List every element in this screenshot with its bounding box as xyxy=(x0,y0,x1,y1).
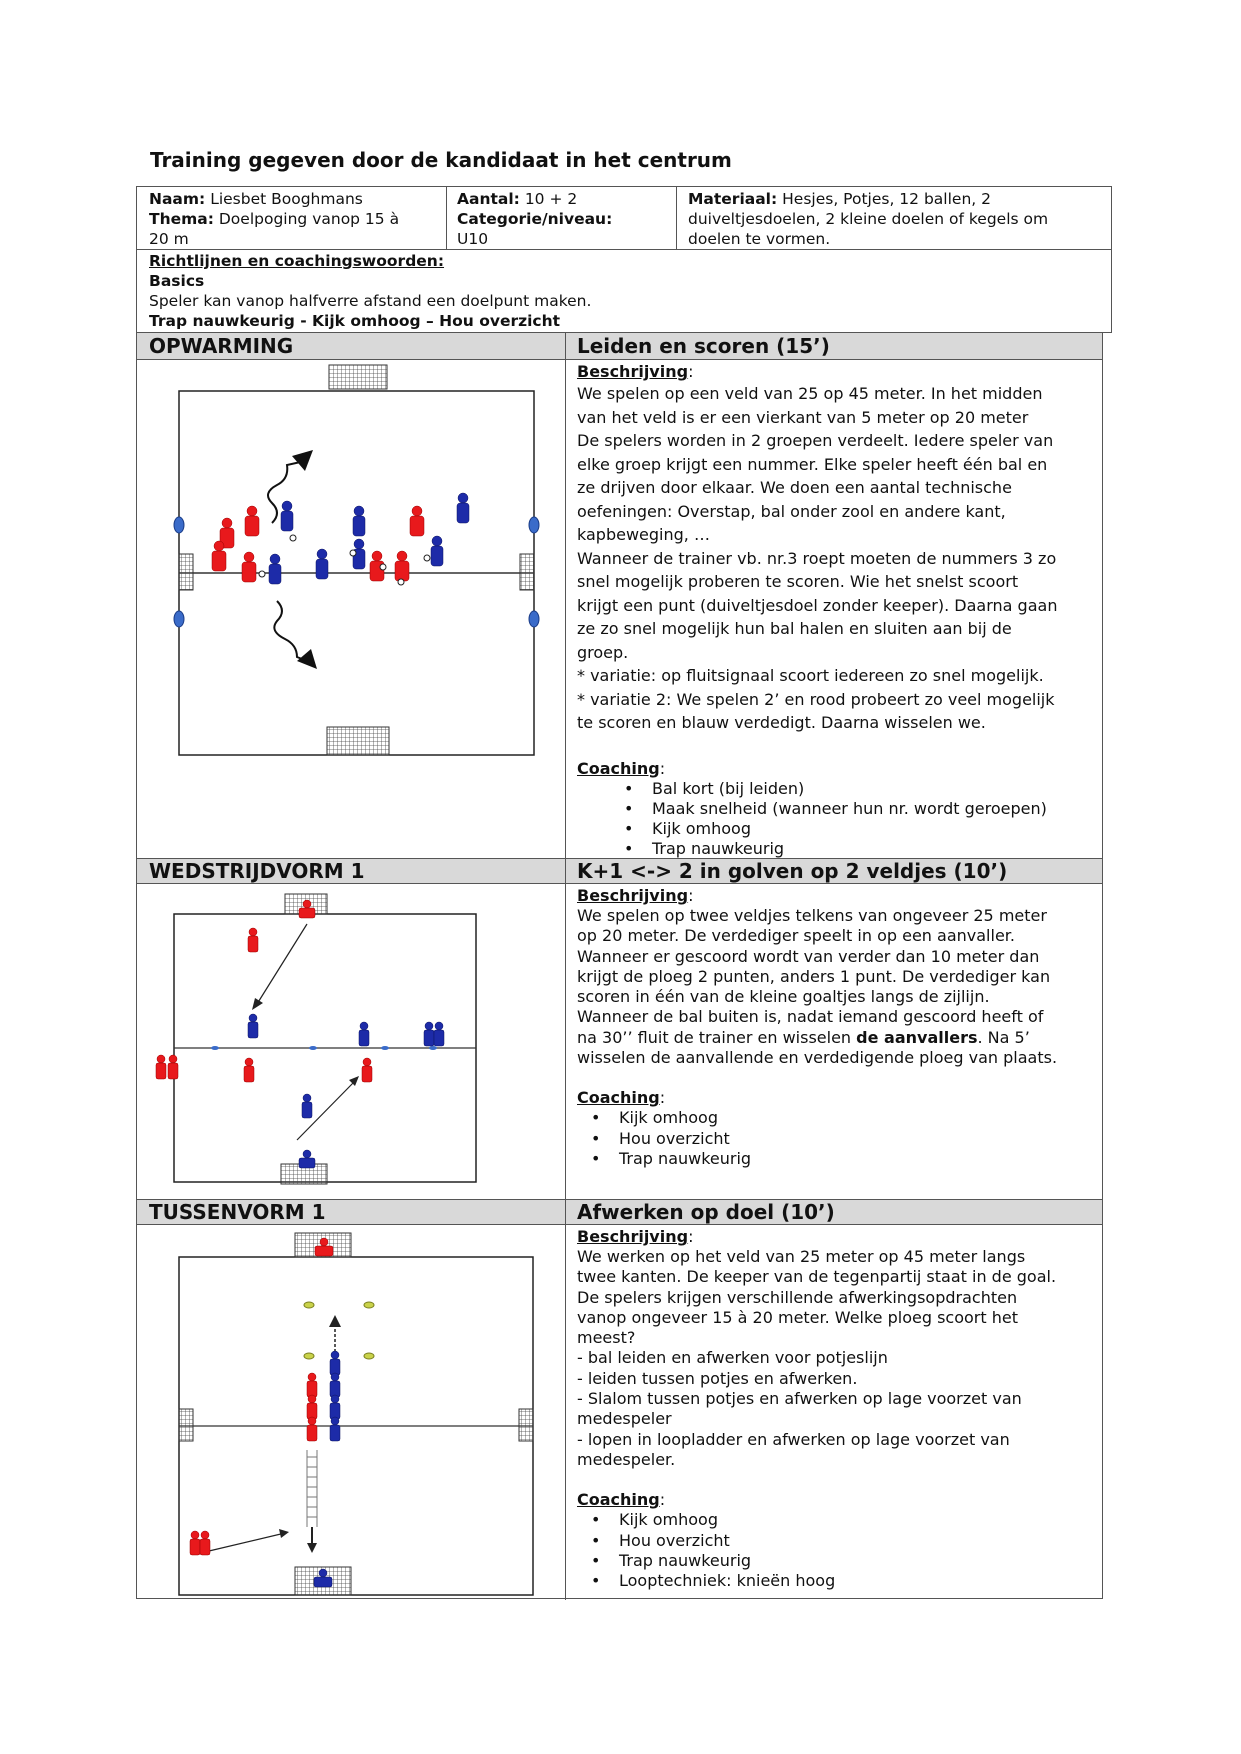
list-item: • Bal kort (bij leiden) xyxy=(652,779,1097,799)
info-table xyxy=(136,186,1112,333)
list-item: • Trap nauwkeurig xyxy=(619,1149,1097,1169)
section-3-right-title: Afwerken op doel (10’) xyxy=(577,1200,835,1224)
finishing-field-diagram xyxy=(137,1227,563,1599)
warmup-field-diagram xyxy=(137,361,563,856)
list-item: • Looptechniek: knieën hoog xyxy=(619,1571,1097,1591)
naam-field: Naam: Liesbet Booghmans Thema: Doelpoging vanop 15 à 20 m xyxy=(149,190,400,248)
list-item: • Hou overzicht xyxy=(619,1531,1097,1551)
section-1-coaching-list xyxy=(652,779,1097,860)
section-2-left-title: WEDSTRIJDVORM 1 xyxy=(149,859,365,883)
list-item: • Kijk omhoog xyxy=(652,819,1097,839)
page-title: Training gegeven door de kandidaat in het centrum xyxy=(150,148,732,172)
section-3-coaching-list xyxy=(619,1510,1097,1591)
section-1-description: Beschrijving: We spelen op een veld van 25 op 45 meter. In het midden van het veld is er een vierkant van 5 meter op 20 meter De spelers worden in 2 groepen verdeelt. Iedere speler van elke groep krijgt een nummer. Elke speler heeft één bal en ze drijven door elkaar. We doen een aantal technische oefeningen: Overstap, bal onder zool en andere kant, kapbeweging, … Wanneer de trainer vb. nr.3 roept moeten de nummers 3 zo snel mogelijk proberen te scoren. Wie het snelst scoort krijgt een punt (duiveltjesdoel zonder keeper). Daarna gaan ze zo snel mogelijk hun bal halen en sluiten aan bij de groep. * variatie: op fluitsignaal scoort iedereen zo snel mogelijk. * variatie 2: We spelen 2’ en rood probeert zo veel mogelijk te scoren en blauw verdedigt. Daarna wisselen we. Coaching: • Bal kort (bij leiden) • Maak snelheid (wanneer hun nr. wordt geroepen) • Kijk omhoog • Trap nauwkeurig xyxy=(577,362,1097,860)
aantal-field: Aantal: 10 + 2 Categorie/niveau: U10 xyxy=(457,190,613,248)
section-2-description: Beschrijving: We spelen op twee veldjes telkens van ongeveer 25 meter op 20 meter. De verdediger speelt in op een aanvaller. Wanneer er gescoord wordt van verder dan 10 meter dan krijgt de ploeg 2 punten, anders 1 punt. De verdediger kan scoren in één van de kleine goaltjes langs de zijlijn. Wanneer de bal buiten is, nadat iemand gescoord heeft of na 30’’ fluit de trainer en wisselen de aanvallers. Na 5’ wisselen de aanvallende en verdedigende ploeg van plaats. Coaching: • Kijk omhoog • Hou overzicht • Trap nauwkeurig xyxy=(577,886,1097,1169)
section-3-description: Beschrijving: We werken op het veld van 25 meter op 45 meter langs twee kanten. De keeper van de tegenpartij staat in de goal. De spelers krijgen verschillende afwerkingsopdrachten vanop ongeveer 15 à 20 meter. Welke ploeg scoort het meest? - bal leiden en afwerken voor potjeslijn - leiden tussen potjes en afwerken. - Slalom tussen potjes en afwerken op lage voorzet van medespeler - lopen in loopladder en afwerken op lage voorzet van medespeler. Coaching: • Kijk omhoog • Hou overzicht • Trap nauwkeurig • Looptechniek: knieën hoog xyxy=(577,1227,1097,1591)
section-3-left-title: TUSSENVORM 1 xyxy=(149,1200,326,1224)
richtlijnen-block: Richtlijnen en coachingswoorden: Basics Speler kan vanop halfverre afstand een doelpunt maken. Trap nauwkeurig - Kijk omhoog – Hou overzicht xyxy=(149,252,592,330)
materiaal-field: Materiaal: Hesjes, Potjes, 12 ballen, 2 duiveltjesdoelen, 2 kleine doelen of kegels om doelen te vormen. xyxy=(688,190,1049,248)
list-item: • Kijk omhoog xyxy=(619,1510,1097,1530)
sections-table xyxy=(136,332,1103,1599)
match-field-diagram xyxy=(137,886,563,1197)
list-item: • Maak snelheid (wanneer hun nr. wordt geroepen) xyxy=(652,799,1097,819)
list-item: • Kijk omhoog xyxy=(619,1108,1097,1128)
list-item: • Trap nauwkeurig xyxy=(619,1551,1097,1571)
section-2-right-title: K+1 <-> 2 in golven op 2 veldjes (10’) xyxy=(577,859,1008,883)
list-item: • Hou overzicht xyxy=(619,1129,1097,1149)
section-1-right-title: Leiden en scoren (15’) xyxy=(577,334,830,358)
section-1-left-title: OPWARMING xyxy=(149,334,294,358)
section-2-coaching-list xyxy=(619,1108,1097,1169)
list-item: • Trap nauwkeurig xyxy=(652,839,1097,859)
